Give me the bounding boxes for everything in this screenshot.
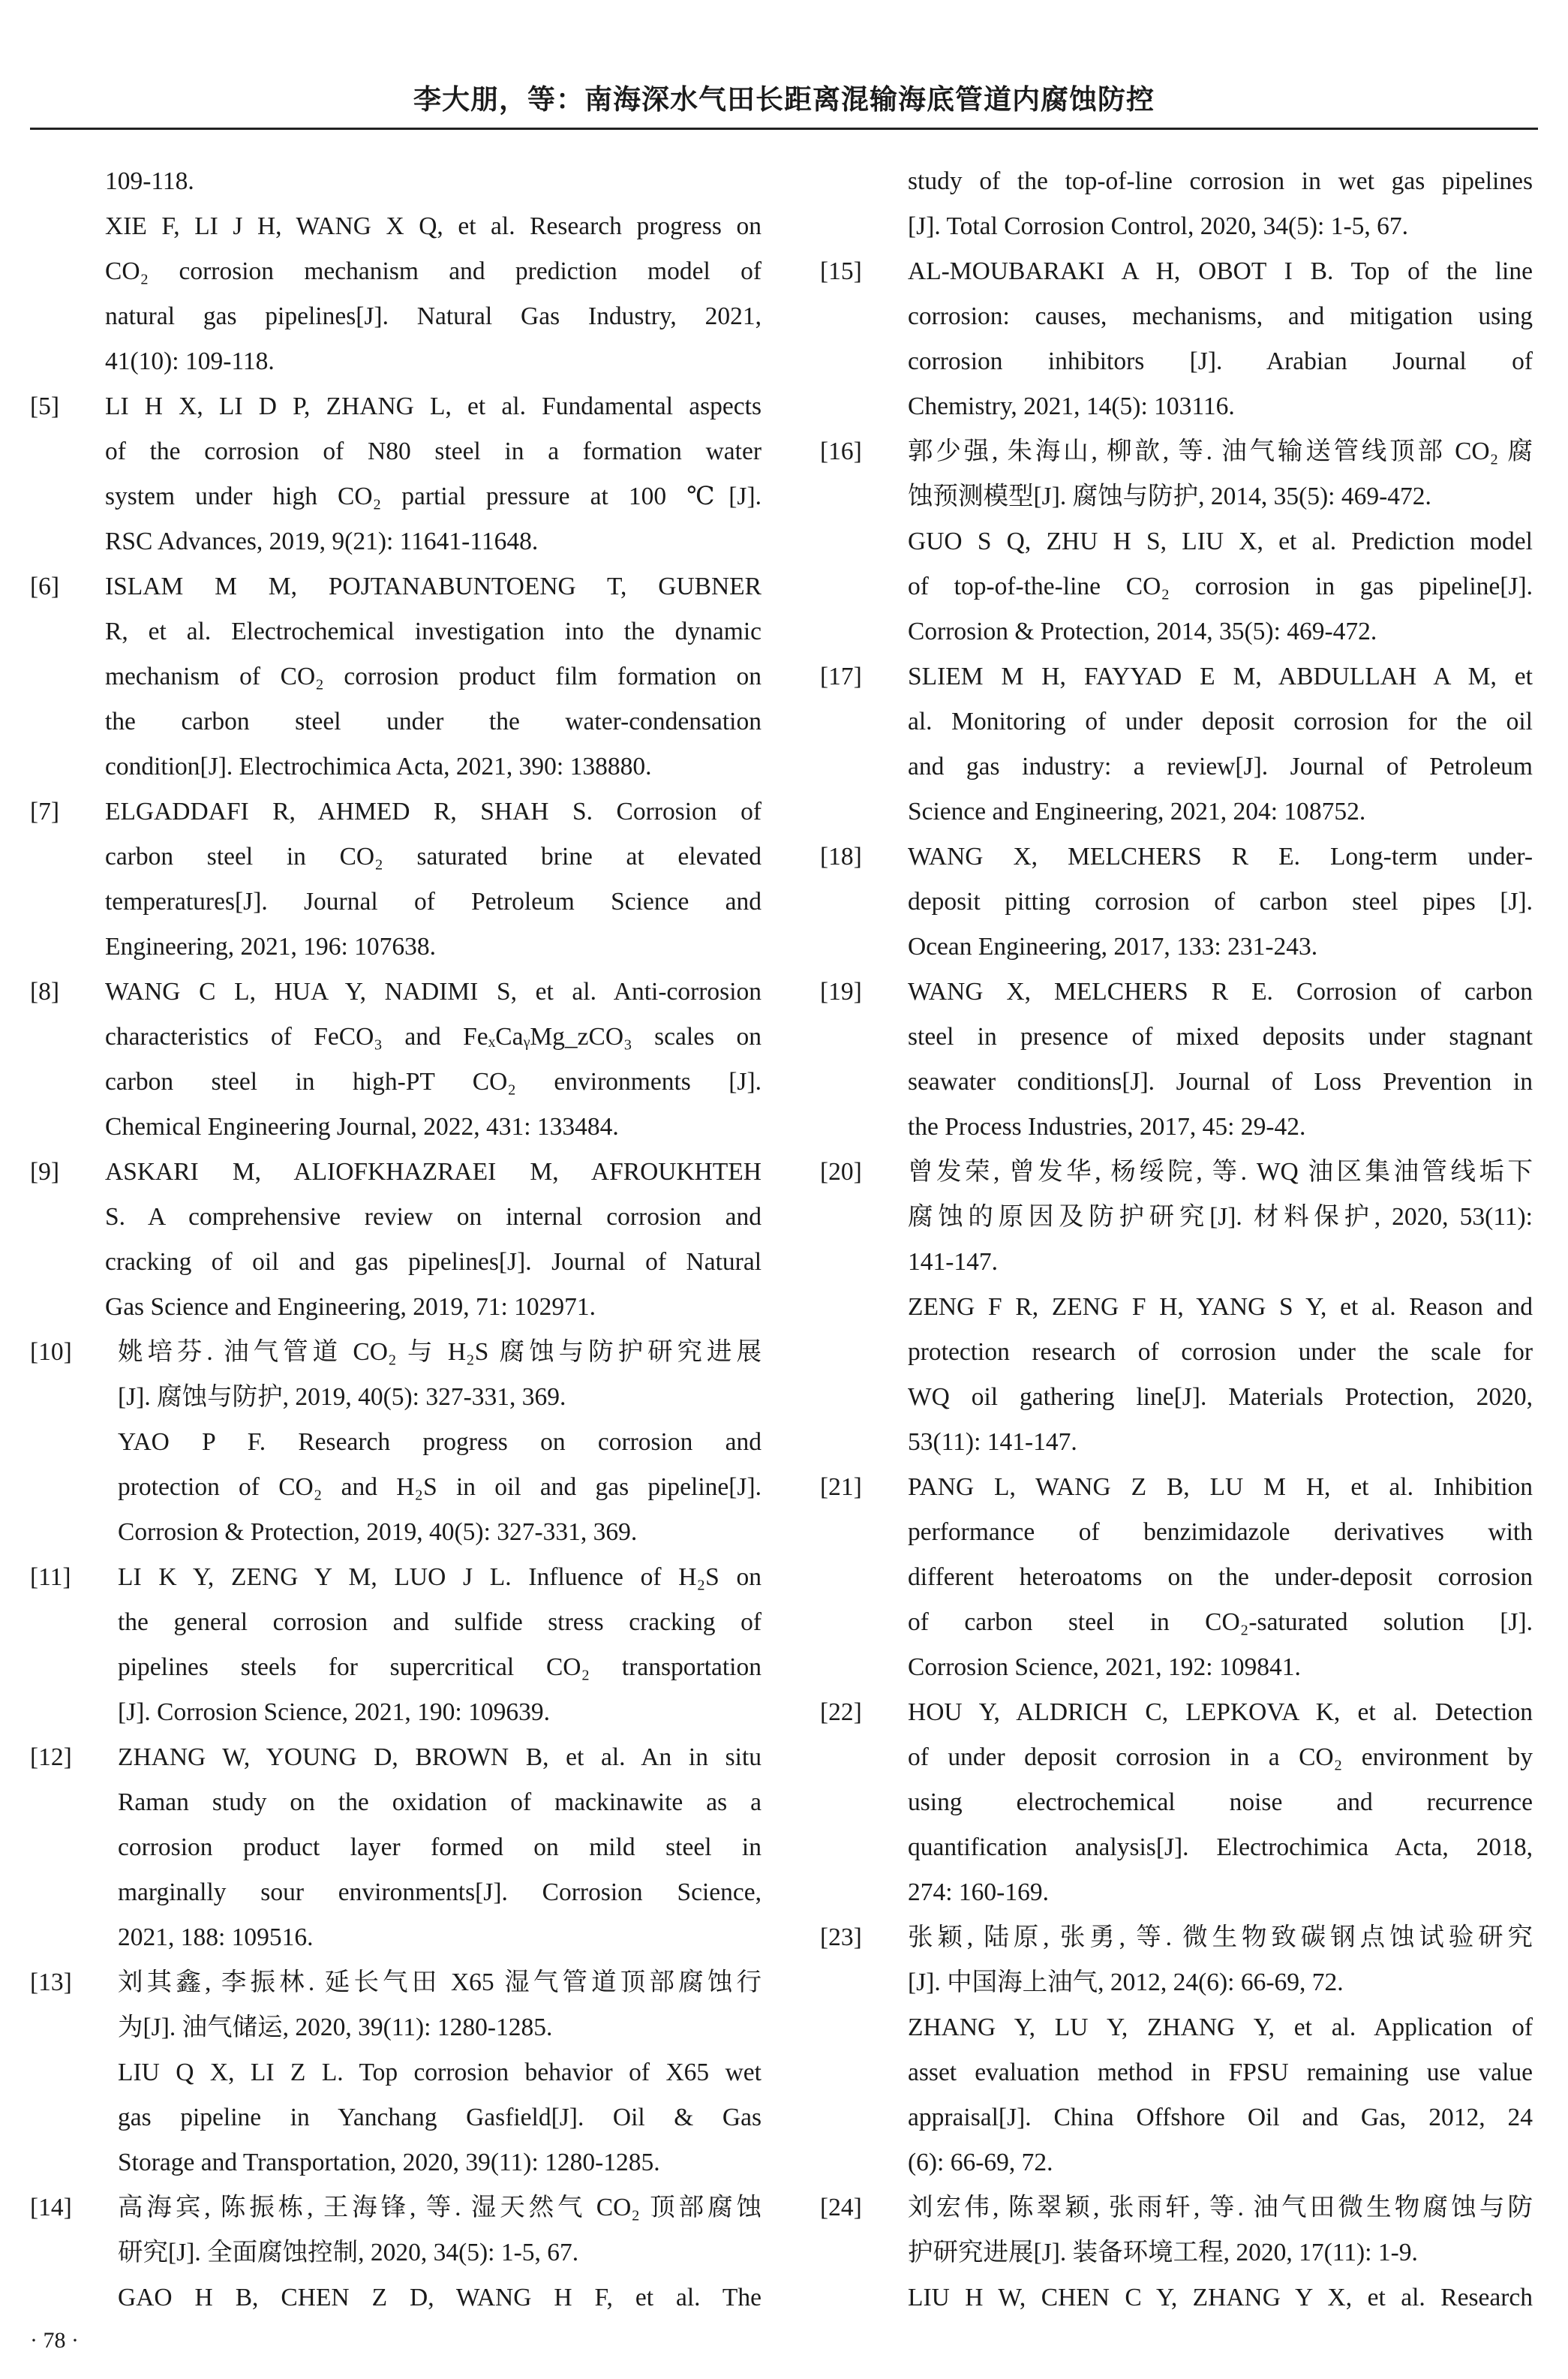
reference-text: 274: 160-169.: [908, 1878, 1049, 1906]
reference-line: [30, 1330, 761, 1375]
reference-text: carbon steel in CO₂ saturated brine at elevated: [105, 843, 761, 871]
reference-line: [30, 1375, 761, 1420]
reference-number: [8]: [30, 978, 60, 1006]
reference-text: carbon steel in high-PT CO₂ environments [J].: [105, 1068, 761, 1096]
reference-text: corrosion inhibitors [J]. Arabian Journal of: [908, 347, 1533, 375]
reference-text: 姚培芬. 油气管道 CO₂ 与 H₂S 腐蚀与防护研究进展: [118, 1338, 761, 1366]
reference-text: corrosion product layer formed on mild steel in: [118, 1833, 761, 1861]
reference-text: Corrosion & Protection, 2014, 35(5): 469-472.: [908, 618, 1377, 645]
reference-line: [30, 2140, 761, 2185]
reference-number: [23]: [820, 1923, 862, 1951]
reference-text: 为[J]. 油气储运, 2020, 39(11): 1280-1285.: [118, 2014, 553, 2041]
reference-line: [820, 880, 1533, 925]
reference-text: marginally sour environments[J]. Corrosion Science,: [118, 1878, 761, 1906]
reference-line: [30, 1870, 761, 1915]
reference-text: system under high CO₂ partial pressure at 100 ℃[J].: [105, 483, 761, 510]
reference-line: [30, 294, 761, 339]
reference-line: [820, 1060, 1533, 1105]
reference-text: AL-MOUBARAKI A H, OBOT I B. Top of the line: [908, 257, 1533, 285]
reference-text: WQ oil gathering line[J]. Materials Protection, 2020,: [908, 1383, 1533, 1411]
reference-line: [820, 1870, 1533, 1915]
reference-line: [820, 1420, 1533, 1465]
reference-text: using electrochemical noise and recurrence: [908, 1788, 1533, 1816]
reference-line: [30, 789, 761, 835]
reference-text: of the corrosion of N80 steel in a formation water: [105, 438, 761, 465]
reference-text: [J]. Corrosion Science, 2021, 190: 109639.: [118, 1698, 550, 1726]
reference-line: [820, 2095, 1533, 2140]
reference-line: [820, 1150, 1533, 1195]
running-header: [30, 66, 1538, 130]
reference-text: gas pipeline in Yanchang Gasfield[J]. Oil & Gas: [118, 2104, 761, 2131]
reference-text: SLIEM M H, FAYYAD E M, ABDULLAH A M, et: [908, 663, 1533, 690]
reference-text: Corrosion Science, 2021, 192: 109841.: [908, 1653, 1301, 1681]
reference-text: Corrosion & Protection, 2019, 40(5): 327-331, 369.: [118, 1518, 638, 1546]
reference-text: corrosion: causes, mechanisms, and mitigation using: [908, 302, 1533, 330]
reference-line: [820, 2050, 1533, 2095]
right-reference-column: [820, 159, 1533, 2320]
page-number: · 78 ·: [30, 2328, 79, 2353]
reference-text: the general corrosion and sulfide stress cracking of: [118, 1608, 761, 1636]
reference-text: appraisal[J]. China Offshore Oil and Gas, 2012, 24: [908, 2104, 1533, 2131]
reference-number: [17]: [820, 663, 862, 690]
reference-text: study of the top-of-line corrosion in wet gas pipelines: [908, 167, 1533, 195]
reference-text: 蚀预测模型[J]. 腐蚀与防护, 2014, 35(5): 469-472.: [908, 483, 1431, 510]
reference-text: ELGADDAFI R, AHMED R, SHAH S. Corrosion of: [105, 798, 761, 826]
reference-text: protection research of corrosion under the scale for: [908, 1338, 1533, 1366]
reference-text: PANG L, WANG Z B, LU M H, et al. Inhibition: [908, 1473, 1533, 1501]
reference-line: [820, 609, 1533, 654]
reference-line: [820, 1195, 1533, 1240]
reference-text: of under deposit corrosion in a CO₂ environment by: [908, 1743, 1533, 1771]
reference-text: [J]. Total Corrosion Control, 2020, 34(5): 1-5, 67.: [908, 212, 1408, 240]
reference-line: [820, 249, 1533, 294]
reference-text: XIE F, LI J H, WANG X Q, et al. Research progress on: [105, 212, 761, 240]
reference-number: [16]: [820, 438, 862, 465]
reference-text: GUO S Q, ZHU H S, LIU X, et al. Prediction model: [908, 528, 1533, 555]
reference-text: natural gas pipelines[J]. Natural Gas Industry, 2021,: [105, 302, 761, 330]
reference-text: temperatures[J]. Journal of Petroleum Science and: [105, 888, 761, 916]
reference-text: Raman study on the oxidation of mackinawite as a: [118, 1788, 761, 1816]
reference-line: [820, 789, 1533, 835]
reference-line: [820, 1690, 1533, 1735]
reference-text: 张颖, 陆原, 张勇, 等. 微生物致碳钢点蚀试验研究: [908, 1923, 1533, 1951]
reference-line: [30, 1600, 761, 1645]
reference-line: [30, 1465, 761, 1510]
reference-number: [14]: [30, 2194, 72, 2221]
reference-line: [30, 1780, 761, 1825]
reference-number: [21]: [820, 1473, 862, 1501]
reference-line: [30, 1240, 761, 1285]
reference-number: [10]: [30, 1338, 72, 1366]
reference-text: steel in presence of mixed deposits under stagnant: [908, 1023, 1533, 1051]
reference-line: [30, 2005, 761, 2050]
reference-line: [820, 744, 1533, 789]
reference-number: [6]: [30, 573, 60, 600]
reference-line: [30, 1825, 761, 1870]
reference-line: [820, 564, 1533, 609]
reference-line: [30, 2050, 761, 2095]
reference-line: [820, 1645, 1533, 1690]
reference-text: 刘其鑫, 李振林. 延长气田 X65 湿气管道顶部腐蚀行: [118, 1968, 761, 1996]
reference-line: [30, 835, 761, 880]
reference-line: [820, 2230, 1533, 2275]
reference-text: 2021, 188: 109516.: [118, 1923, 314, 1951]
reference-line: [820, 1780, 1533, 1825]
reference-line: [30, 699, 761, 744]
reference-text: CO₂ corrosion mechanism and prediction model of: [105, 257, 761, 285]
reference-line: [820, 835, 1533, 880]
reference-text: Storage and Transportation, 2020, 39(11): 1280-1285.: [118, 2149, 660, 2176]
reference-line: [820, 429, 1533, 474]
reference-number: [18]: [820, 843, 862, 871]
reference-line: [820, 1600, 1533, 1645]
reference-text: S. A comprehensive review on internal corrosion and: [105, 1203, 761, 1231]
reference-line: [30, 1915, 761, 1960]
reference-line: [30, 384, 761, 429]
reference-line: [820, 384, 1533, 429]
reference-line: [30, 1645, 761, 1690]
reference-line: [30, 159, 761, 204]
reference-line: [820, 294, 1533, 339]
reference-text: 高海宾, 陈振栋, 王海锋, 等. 湿天然气 CO₂ 顶部腐蚀: [118, 2194, 761, 2221]
reference-text: performance of benzimidazole derivatives with: [908, 1518, 1533, 1546]
reference-line: [30, 1690, 761, 1735]
reference-line: [30, 1285, 761, 1330]
reference-line: [820, 925, 1533, 970]
reference-text: cracking of oil and gas pipelines[J]. Journal of Natural: [105, 1248, 761, 1276]
reference-line: [30, 654, 761, 699]
reference-line: [30, 925, 761, 970]
reference-text: the Process Industries, 2017, 45: 29-42.: [908, 1113, 1306, 1141]
reference-text: 护研究进展[J]. 装备环境工程, 2020, 17(11): 1-9.: [908, 2239, 1418, 2266]
reference-text: ZHANG W, YOUNG D, BROWN B, et al. An in situ: [118, 1743, 761, 1771]
reference-text: deposit pitting corrosion of carbon steel pipes [J].: [908, 888, 1533, 916]
reference-line: [30, 339, 761, 384]
reference-text: pipelines steels for supercritical CO₂ transportation: [118, 1653, 761, 1681]
reference-text: Science and Engineering, 2021, 204: 108752.: [908, 798, 1366, 826]
reference-text: HOU Y, ALDRICH C, LEPKOVA K, et al. Detection: [908, 1698, 1533, 1726]
reference-line: [820, 1240, 1533, 1285]
reference-line: [820, 654, 1533, 699]
reference-line: [820, 339, 1533, 384]
reference-text: 141-147.: [908, 1248, 999, 1276]
reference-line: [30, 1150, 761, 1195]
reference-number: [11]: [30, 1563, 71, 1591]
reference-text: LIU Q X, LI Z L. Top corrosion behavior of X65 wet: [118, 2059, 761, 2086]
reference-text: 刘宏伟, 陈翠颖, 张雨轩, 等. 油气田微生物腐蚀与防: [908, 2194, 1533, 2221]
reference-number: [9]: [30, 1158, 60, 1186]
reference-number: [22]: [820, 1698, 862, 1726]
reference-line: [30, 429, 761, 474]
reference-line: [820, 204, 1533, 249]
reference-line: [30, 2275, 761, 2320]
reference-number: [12]: [30, 1743, 72, 1771]
reference-text: Chemical Engineering Journal, 2022, 431: 133484.: [105, 1113, 619, 1141]
reference-text: [J]. 腐蚀与防护, 2019, 40(5): 327-331, 369.: [118, 1383, 566, 1411]
reference-line: [30, 609, 761, 654]
reference-text: ASKARI M, ALIOFKHAZRAEI M, AFROUKHTEH: [105, 1158, 761, 1186]
reference-text: 腐蚀的原因及防护研究[J]. 材料保护, 2020, 53(11):: [908, 1203, 1533, 1231]
reference-text: RSC Advances, 2019, 9(21): 11641-11648.: [105, 528, 539, 555]
reference-line: [30, 1015, 761, 1060]
reference-line: [820, 1555, 1533, 1600]
reference-line: [30, 2095, 761, 2140]
reference-text: condition[J]. Electrochimica Acta, 2021, 390: 138880.: [105, 753, 652, 780]
reference-line: [820, 519, 1533, 564]
reference-number: [7]: [30, 798, 60, 826]
reference-text: and gas industry: a review[J]. Journal of Petroleum: [908, 753, 1533, 780]
reference-text: LI K Y, ZENG Y M, LUO J L. Influence of H₂S on: [118, 1563, 761, 1591]
reference-text: quantification analysis[J]. Electrochimica Acta, 2018,: [908, 1833, 1533, 1861]
reference-text: R, et al. Electrochemical investigation into the dynamic: [105, 618, 761, 645]
reference-text: YAO P F. Research progress on corrosion and: [118, 1428, 761, 1456]
reference-line: [30, 564, 761, 609]
reference-line: [30, 1060, 761, 1105]
reference-text: WANG X, MELCHERS R E. Long-term under-: [908, 843, 1533, 871]
reference-text: Ocean Engineering, 2017, 133: 231-243.: [908, 933, 1318, 961]
reference-line: [30, 1510, 761, 1555]
reference-text: LI H X, LI D P, ZHANG L, et al. Fundamental aspects: [105, 392, 761, 420]
reference-line: [820, 474, 1533, 519]
reference-line: [30, 2185, 761, 2230]
reference-text: Chemistry, 2021, 14(5): 103116.: [908, 392, 1235, 420]
reference-line: [30, 249, 761, 294]
reference-text: asset evaluation method in FPSU remaining use value: [908, 2059, 1533, 2086]
reference-text: WANG X, MELCHERS R E. Corrosion of carbon: [908, 978, 1533, 1006]
reference-text: ZENG F R, ZENG F H, YANG S Y, et al. Reason and: [908, 1293, 1533, 1321]
reference-text: Gas Science and Engineering, 2019, 71: 102971.: [105, 1293, 596, 1321]
reference-line: [30, 474, 761, 519]
reference-line: [30, 1555, 761, 1600]
reference-text: 41(10): 109-118.: [105, 347, 275, 375]
reference-number: [5]: [30, 392, 60, 420]
reference-text: ISLAM M M, POJTANABUNTOENG T, GUBNER: [105, 573, 761, 600]
reference-line: [820, 1465, 1533, 1510]
reference-line: [820, 1825, 1533, 1870]
reference-text: of top-of-the-line CO₂ corrosion in gas pipeline[J].: [908, 573, 1533, 600]
reference-line: [820, 1960, 1533, 2005]
reference-line: [820, 1915, 1533, 1960]
reference-line: [820, 1105, 1533, 1150]
reference-text: Engineering, 2021, 196: 107638.: [105, 933, 437, 961]
reference-line: [30, 970, 761, 1015]
reference-line: [820, 2185, 1533, 2230]
reference-text: 研究[J]. 全面腐蚀控制, 2020, 34(5): 1-5, 67.: [118, 2239, 579, 2266]
reference-text: 曾发荣, 曾发华, 杨绥院, 等. WQ 油区集油管线垢下: [908, 1158, 1533, 1186]
reference-line: [820, 2275, 1533, 2320]
left-reference-column: [30, 159, 761, 2320]
reference-line: [30, 1735, 761, 1780]
reference-line: [820, 699, 1533, 744]
reference-text: GAO H B, CHEN Z D, WANG H F, et al. The: [118, 2284, 761, 2311]
reference-text: 53(11): 141-147.: [908, 1428, 1077, 1456]
reference-text: of carbon steel in CO₂-saturated solution [J].: [908, 1608, 1533, 1636]
reference-line: [30, 1195, 761, 1240]
reference-line: [820, 970, 1533, 1015]
reference-line: [820, 1015, 1533, 1060]
reference-text: characteristics of FeCO₃ and FeₓCaᵧMg_zCO₃ scales on: [105, 1023, 761, 1051]
reference-line: [30, 519, 761, 564]
reference-line: [30, 1960, 761, 2005]
reference-text: protection of CO₂ and H₂S in oil and gas pipeline[J].: [118, 1473, 761, 1501]
reference-line: [820, 2005, 1533, 2050]
reference-line: [820, 1330, 1533, 1375]
reference-line: [820, 1285, 1533, 1330]
reference-text: WANG C L, HUA Y, NADIMI S, et al. Anti-corrosion: [105, 978, 761, 1006]
reference-text: different heteroatoms on the under-deposit corrosion: [908, 1563, 1533, 1591]
header-title: 李大朋，等：南海深水气田长距离混输海底管道内腐蚀防控: [413, 83, 1155, 116]
reference-line: [30, 1105, 761, 1150]
reference-line: [820, 1375, 1533, 1420]
reference-text: seawater conditions[J]. Journal of Loss Prevention in: [908, 1068, 1533, 1096]
reference-text: [J]. 中国海上油气, 2012, 24(6): 66-69, 72.: [908, 1968, 1344, 1996]
reference-text: 109-118.: [105, 167, 194, 195]
reference-text: (6): 66-69, 72.: [908, 2149, 1053, 2176]
reference-text: the carbon steel under the water-condensation: [105, 708, 761, 735]
reference-text: ZHANG Y, LU Y, ZHANG Y, et al. Application of: [908, 2014, 1533, 2041]
reference-number: [24]: [820, 2194, 862, 2221]
reference-text: mechanism of CO₂ corrosion product film formation on: [105, 663, 761, 690]
reference-line: [820, 159, 1533, 204]
reference-line: [820, 1510, 1533, 1555]
reference-number: [19]: [820, 978, 862, 1006]
reference-number: [13]: [30, 1968, 72, 1996]
reference-line: [30, 744, 761, 789]
reference-line: [30, 2230, 761, 2275]
reference-line: [30, 1420, 761, 1465]
reference-text: 郭少强, 朱海山, 柳歆, 等. 油气输送管线顶部 CO₂ 腐: [908, 438, 1533, 465]
reference-line: [30, 204, 761, 249]
reference-line: [820, 1735, 1533, 1780]
reference-number: [20]: [820, 1158, 862, 1186]
reference-line: [30, 880, 761, 925]
reference-line: [820, 2140, 1533, 2185]
reference-text: al. Monitoring of under deposit corrosion for the oil: [908, 708, 1533, 735]
reference-text: LIU H W, CHEN C Y, ZHANG Y X, et al. Research: [908, 2284, 1533, 2311]
reference-number: [15]: [820, 257, 862, 285]
